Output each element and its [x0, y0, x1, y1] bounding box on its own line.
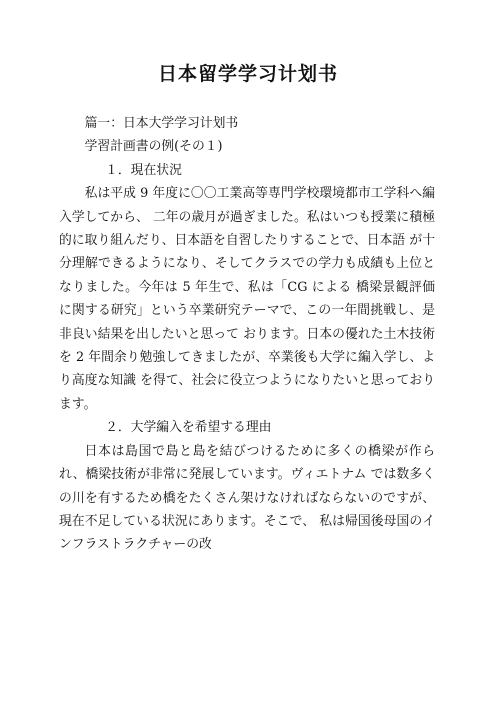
document-body	[59, 112, 435, 557]
paragraph-section-heading: 篇一：日本大学学习计划书	[84, 116, 239, 131]
document-title: 日本留学学习计划书	[157, 63, 338, 85]
paragraph-reason: 日本は島国で島と島を結びつけるために多くの橋梁が作られ、橋梁技術が非常に発展しています。ヴィエトナム では数多くの川を有するため橋をたくさん架けなければならないのですが、現在不足している状況にあります。そこで、 私は帰国後母国のインフラストラクチャーの改	[59, 443, 435, 553]
paragraph-subheading: 学習計画書の例(その１)	[84, 139, 223, 155]
paragraph-heading-reason: ２．大学編入を希望する理由	[105, 420, 272, 436]
paragraph-current-status: 私は平成 9 年度に〇〇工業高等専門学校環境都市工学科へ編入学してから、 二年の歳月が過ぎました。私はいつも授業に積極的に取り組んだり、日本語を自習したりすることで、日本語 が十分理解できるようになり、そしてクラスでの学力も成績も上位となりました。今年は 5 年生で、私は「CG による 橋梁景観評価に関する研究」という卒業研究テーマで、この一年間挑戦し、是非良い結果を出したいと思って おります。日本の優れた土木技術を 2 年間余り勉強してきましたが、卒業後も大学に編入学し、より高度な知識 を得て、社会に役立つようになりたいと思っております。	[59, 186, 435, 412]
paragraph-heading-current-status: １．現在状況	[105, 162, 182, 178]
